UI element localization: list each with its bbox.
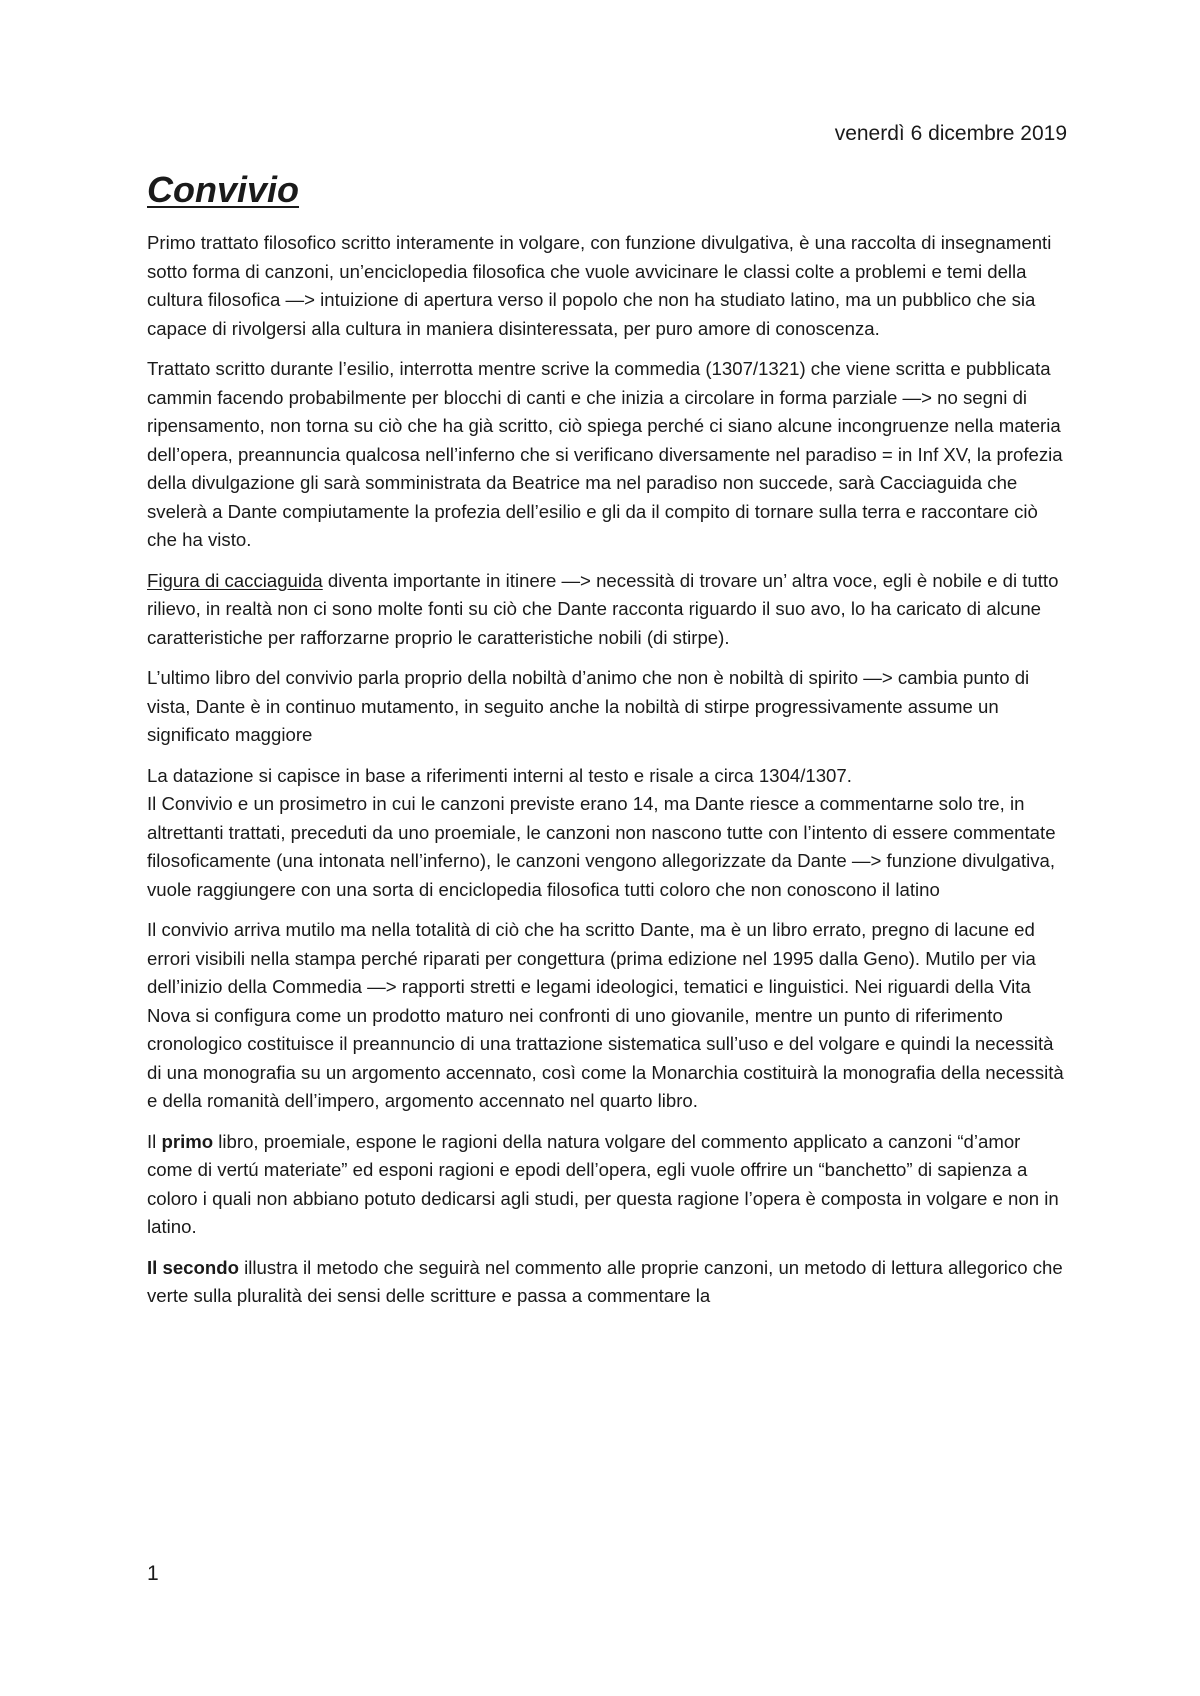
document-title: Convivio <box>147 169 300 210</box>
paragraph-primo-libro <box>147 1128 1067 1242</box>
document-body <box>147 229 1067 1323</box>
primo-bold-word: primo <box>161 1130 214 1152</box>
document-page <box>147 0 1067 1696</box>
paragraph-secondo-libro <box>147 1254 1067 1311</box>
paragraph-dating <box>147 762 1067 905</box>
paragraph-dating-line: La datazione si capisce in base a riferimenti interni al testo e risale a circa 1304/1307. <box>147 764 852 786</box>
secondo-bold-phrase: Il secondo <box>147 1256 239 1278</box>
cacciaguida-underlined-phrase: Figura di cacciaguida <box>147 569 323 591</box>
paragraph-cacciaguida-text: diventa importante in itinere —> necessità di trovare un’ altra voce, egli è nobile e di tutto rilievo, in realtà non ci sono molte fonti su ciò che Dante racconta riguardo il suo avo, lo ha caricato di alcune caratteristiche per rafforzarne proprio le caratteristiche nobili (di stirpe). <box>147 569 1059 648</box>
document-date: venerdì 6 dicembre 2019 <box>834 122 1067 145</box>
paragraph-intro: Primo trattato filosofico scritto interamente in volgare, con funzione divulgativa, è una raccolta di insegnamenti sotto forma di canzoni, un’enciclopedia filosofica che vuole avvicinare le classi colte a problemi e temi della cultura filosofica —> intuizione di apertura verso il popolo che non ha studiato latino, ma un pubblico che sia capace di rivolgersi alla cultura in maniera disinteressata, per puro amore di conoscenza. <box>147 232 1052 339</box>
paragraph-nobility: L’ultimo libro del convivio parla proprio della nobiltà d’animo che non è nobiltà di spirito —> cambia punto di vista, Dante è in continuo mutamento, in seguito anche la nobiltà di stirpe progressivamente assume un significato maggiore <box>147 667 1030 745</box>
paragraph-prosimetro-text: Il Convivio e un prosimetro in cui le canzoni previste erano 14, ma Dante riesce a commentarne solo tre, in altrettanti trattati, preceduti da uno proemiale, le canzoni non nascono tutte con l’intento di essere commentate filosoficamente (una intonata nell’inferno), le canzoni vengono allegorizzate da Dante —> funzione divulgativa, vuole raggiungere con una sorta di enciclopedia filosofica tutti coloro che non conoscono il latino <box>147 793 1056 900</box>
paragraph-mutilo: Il convivio arriva mutilo ma nella totalità di ciò che ha scritto Dante, ma è un libro errato, pregno di lacune ed errori visibili nella stampa perché riparati per congettura (prima edizione nel 1995 dalla Geno). Mutilo per via dell’inizio della Commedia —> rapporti stretti e legami ideologici, tematici e linguistici. Nei riguardi della Vita Nova si configura come un prodotto maturo nei confronti di uno giovanile, mentre un punto di riferimento cronologico costituisce il preannuncio di una trattazione sistematica sull’uso e del volgare e quindi la necessità di una monografia su un argomento accennato, così come la Monarchia costituirà la monografia della necessità e della romanità dell’impero, argomento accennato nel quarto libro. <box>147 919 1064 1111</box>
paragraph-primo-text: libro, proemiale, espone le ragioni della natura volgare del commento applicato a canzoni “d’amor come di vertú materiate” ed esponi ragioni e epodi dell’opera, egli vuole offrire un “banchetto” di sapienza a coloro i quali non abbiano potuto dedicarsi agli studi, per questa ragione l’opera è composta in volgare e non in latino. <box>147 1130 1059 1237</box>
paragraph-secondo-text: illustra il metodo che seguirà nel commento alle proprie canzoni, un metodo di lettura allegorico che verte sulla pluralità dei sensi delle scritture e passa a commentare la <box>147 1256 1063 1306</box>
paragraph-primo-prefix: Il <box>147 1130 162 1152</box>
paragraph-cacciaguida <box>147 567 1067 653</box>
paragraph-exile: Trattato scritto durante l’esilio, interrotta mentre scrive la commedia (1307/1321) che viene scritta e pubblicata cammin facendo probabilmente per blocchi di canti e che inizia a circolare in forma parziale —> no segni di ripensamento, non torna su ciò che ha già scritto, ciò spiega perché ci siano alcune incongruenze nella materia dell’opera, preannuncia qualcosa nell’inferno che si verificano diversamente nel paradiso = in Inf XV, la profezia della divulgazione gli sarà somministrata da Beatrice ma nel paradiso non succede, sarà Cacciaguida che svelerà a Dante compiutamente la profezia dell’esilio e gli da il compito di tornare sulla terra e raccontare ciò che ha visto. <box>147 358 1063 550</box>
page-number: 1 <box>147 1562 159 1585</box>
